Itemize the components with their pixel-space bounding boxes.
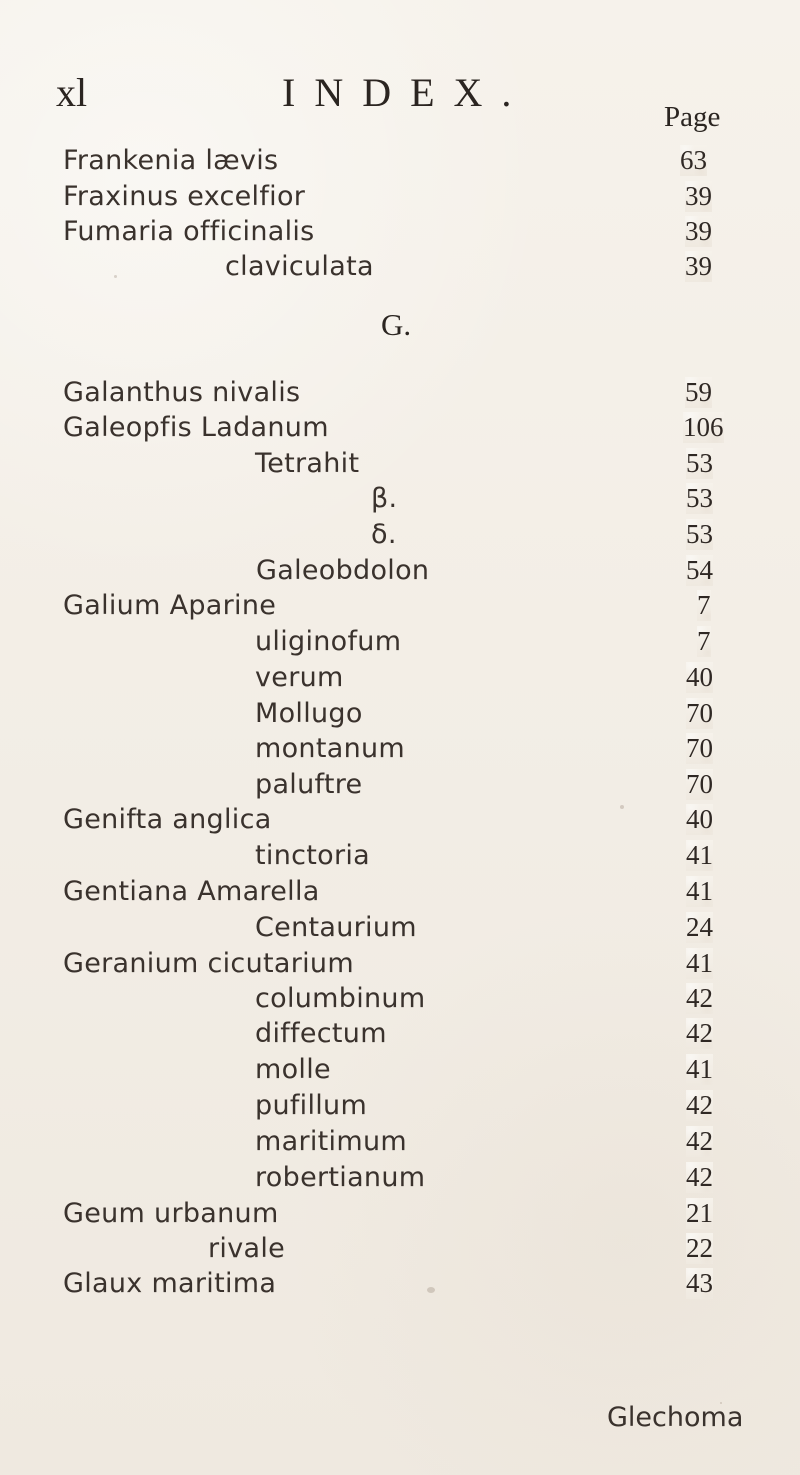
index-entry [0,181,800,219]
entry-name: verum [255,662,344,693]
index-entry [0,626,800,664]
entry-page: 53 [686,448,713,478]
entry-name: columbinum [255,983,426,1014]
entry-page: 70 [686,769,713,799]
entry-name: Galanthus nivalis [63,377,301,408]
entry-name: Frankenia lævis [63,145,279,176]
entry-page: 63 [680,145,707,175]
entry-name: Galium Aparine [63,590,277,621]
section-letter: G. [381,307,412,342]
index-entry [0,983,800,1021]
entry-name: Fumaria officinalis [63,216,315,247]
page-title: INDEX. [282,70,531,115]
entry-name: robertianum [255,1162,426,1193]
entry-name: Geum urbanum [63,1198,279,1229]
entry-name: maritimum [255,1126,407,1157]
entry-page: 39 [685,181,712,211]
index-entry [0,1054,800,1092]
entry-name: Genifta anglica [63,804,272,835]
entry-name: Centaurium [255,912,417,943]
index-entry [0,251,800,289]
index-entry [0,216,800,254]
entry-page: 53 [686,483,713,513]
entry-page: 24 [686,912,713,942]
index-entry [0,769,800,807]
entry-page: 54 [686,555,713,585]
entry-page: 59 [685,377,712,407]
entry-name: claviculata [225,251,374,282]
entry-page: 7 [697,590,711,620]
entry-page: 41 [686,840,713,870]
catchword: Glechoma [607,1402,744,1433]
paper-speck [720,1402,722,1404]
index-entry [0,1198,800,1236]
entry-page: 43 [686,1268,713,1298]
entry-page: 70 [686,698,713,728]
index-entry [0,377,800,415]
entry-page: 7 [697,626,711,656]
entry-page: 41 [686,948,713,978]
entry-page: 42 [686,983,713,1013]
entry-name: paluftre [255,769,363,800]
index-entry [0,412,800,450]
index-entry [0,145,800,183]
entry-name: Mollugo [255,698,363,729]
entry-name: Tetrahit [255,448,360,479]
entry-page: 39 [685,216,712,246]
index-entry [0,1090,800,1128]
index-entry [0,733,800,771]
entry-name: Fraxinus excelfior [63,181,306,212]
index-entry [0,948,800,986]
entry-name: uliginofum [255,626,402,657]
entry-name: molle [255,1054,331,1085]
entry-page: 41 [686,1054,713,1084]
entry-name: Galeopfis Ladanum [63,412,329,443]
entry-name: β. [371,483,398,514]
entry-page: 70 [686,733,713,763]
index-entry [0,698,800,736]
entry-page: 53 [686,519,713,549]
index-entry [0,555,800,593]
index-entry [0,519,800,557]
paper-speck [620,805,624,809]
entry-name: montanum [255,733,405,764]
entry-name: rivale [208,1233,286,1264]
entry-page: 42 [686,1126,713,1156]
entry-page: 41 [686,876,713,906]
entry-page: 40 [686,662,713,692]
entry-page: 21 [686,1198,713,1228]
entry-name: Geranium cicutarium [63,948,354,979]
entry-page: 106 [683,412,724,442]
entry-name: Galeobdolon [256,555,430,586]
index-entry [0,840,800,878]
index-entry [0,876,800,914]
entry-name: δ. [371,519,397,550]
paper-speck [427,1287,435,1293]
paper-speck [114,275,117,278]
entry-name: tinctoria [255,840,370,871]
page-number: xl [56,70,88,115]
index-entry [0,448,800,486]
index-entry [0,483,800,521]
index-entry [0,1126,800,1164]
page-header [56,70,576,117]
index-entry [0,1268,800,1306]
entry-page: 40 [686,804,713,834]
index-entry [0,1233,800,1271]
entry-name: Glaux maritima [63,1268,277,1299]
index-entry [0,1018,800,1056]
entry-page: 42 [686,1018,713,1048]
entry-page: 42 [686,1090,713,1120]
entry-name: Gentiana Amarella [63,876,320,907]
index-entry [0,804,800,842]
index-entry [0,1162,800,1200]
entry-page: 42 [686,1162,713,1192]
index-entry [0,590,800,628]
entry-page: 22 [686,1233,713,1263]
index-entry [0,912,800,950]
index-entry [0,662,800,700]
page-column-label: Page [664,101,721,133]
entry-name: diffectum [255,1018,387,1049]
entry-page: 39 [685,251,712,281]
entry-name: pufillum [255,1090,368,1121]
